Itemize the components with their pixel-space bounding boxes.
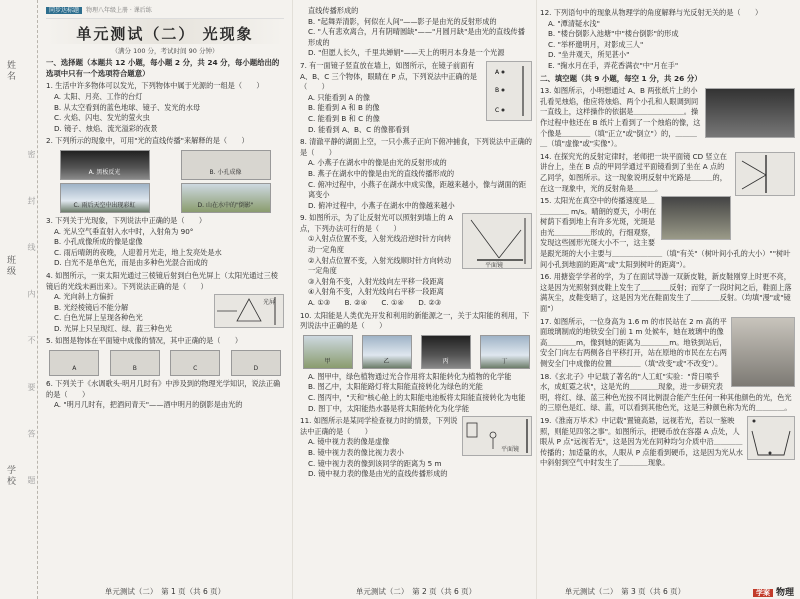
option: C. 镜中视力表的像到该同学的距离为 5 m	[308, 458, 442, 468]
column-divider	[536, 0, 537, 599]
option: D. 图丁中，太阳能热水器是将太阳能转化为化学能	[308, 403, 470, 413]
option: A. 镜中视力表的像是虚像	[308, 437, 390, 447]
eye-chart-icon	[463, 417, 531, 455]
mirror-image-option: C	[170, 350, 220, 376]
option: ④入射角不变，入射光线向右平移一段距离	[308, 287, 444, 297]
question-13: 13. 如图所示，小明想通过 A、B 两张纸片上的小孔看见烛焰，他应将烛焰、两个小孔和人眼调到同一直线上，这样操作的依据是＿＿＿＿＿＿＿。操作过程中他还在 B 纸片上看到了一个烛焰的像，这个像是＿＿＿＿（填"正立"或"倒立"）的，＿＿＿＿（填"虚像"或"实像"）。	[540, 86, 701, 149]
option: B. 小孔成像所成的像是虚像	[54, 237, 143, 247]
svg-text:B: B	[495, 86, 500, 94]
question-12: 12. 下列语句中的现象从物理学的角度解释与光反射无关的是（ ）	[540, 8, 763, 17]
question-8: 8. 清澈平静的湖面上空，一只小燕子正向下俯冲捕食，下列说法中正确的是（ ）	[300, 137, 532, 157]
reflection-diagram	[735, 152, 795, 196]
option: A. 太阳、月亮、工作的台灯	[54, 91, 143, 101]
option: B. "楼台倒影入池塘"中"楼台倒影"的形成	[548, 29, 679, 39]
mirror-label: 平面镜	[485, 262, 504, 269]
option: B. 燕子在湖水中的像是由光的直线传播形成的	[308, 168, 455, 178]
question-19: 19.《淮南万毕术》中记载"置镜高悬，远视若光，若以一鉴映照，则能见四邻之事"。如图所示，把硬币放在容器 A 点处，人眼从 P 点"远视若无"，这是因为光在同种均匀介质中沿＿＿＿＿传播的；加适量的水，人眼从 P 点能看到硬币，这是因为光从水中斜射到空气中时发生了＿＿＿＿现象。	[540, 415, 743, 468]
question-10: 10. 太阳能是人类优先开发和利用的新能源之一，关于太阳能的利用，下列说法中正确的是（ ）	[300, 310, 530, 331]
option: C. 俯冲过程中，小燕子在湖水中成实像，距越来越小，像与湖面的距离变小	[308, 179, 527, 200]
column-divider	[292, 0, 293, 599]
mirror-image-option: B	[110, 350, 160, 376]
laser-mirror-diagram	[462, 213, 532, 269]
option: D. 能看到 A、B、C 的像都看到	[308, 124, 410, 134]
question-5: 5. 如图是物体在平面镜中成像的情况，其中正确的是（ ）	[46, 336, 243, 346]
image-row	[300, 335, 532, 369]
mirror-image-option: D	[231, 350, 281, 376]
option: C. 白色光屏上呈现各种色光	[54, 313, 143, 323]
option: E. "掬水月在手，弄花香满衣"中"月在手"	[548, 60, 679, 70]
question-15: 15. 太阳光在真空中的传播速度是＿＿＿＿＿ m/s。晴朗的夏天，小明在树荫下看到地上有许多光斑，光斑是由光＿＿＿＿＿形成的，行细观察，发现这些圆形光斑大小不一，这主要是跟光斑的大小主要与＿＿＿＿＿＿＿（填"有关"（树叶间小孔的大小）""树叶间小孔到地面的距离"或"太阳到树叶的距离"）。	[540, 196, 791, 269]
image-row	[46, 183, 284, 213]
laser-icon	[463, 214, 531, 268]
mirror-diagram	[486, 61, 532, 121]
option: D. "但愿人长久，千里共婵娟"——天上的明月本身是一个光源	[308, 48, 505, 58]
option: D. 镜子、烛焰、流光溢彩的夜景	[54, 123, 158, 133]
option: B. 能看到 A 和 B 的像	[308, 103, 380, 113]
brand-logo: 学案 物理	[753, 585, 794, 598]
option: A. 图甲中，绿色植物通过光合作用将太阳能转化为植物的化学能	[308, 371, 512, 381]
option: ②入射点位置不变，入射光线顺时针方向转动一定角度	[308, 255, 452, 276]
svg-text:A: A	[495, 68, 500, 76]
mirror-cd-icon	[736, 153, 794, 195]
binding-margin	[0, 0, 38, 599]
question-6: 6. 下列关于《水调歌头·明月几时有》中涉及到的物理光学知识，说法正确的是（ ）	[46, 379, 281, 399]
header-tag: 同步达标题 物理八年级上册 · 课后练	[46, 6, 284, 18]
name-label: 姓名	[5, 60, 15, 82]
question-11: 11. 如图所示是某同学检查视力时的情景，下列说法中正确的是（ ）	[300, 416, 458, 436]
mirror-image-option: A	[49, 350, 99, 376]
option: D. 镜中视力表的像是由光的直线传播形成的	[308, 469, 448, 479]
option: B. "起舞弄清影，何似在人间"——影子是由光的反射形成的	[308, 16, 497, 26]
option: B. 光经棱镜后不能分解	[54, 302, 129, 312]
question-18: 18.《玄北子》中记载了著名的"人工虹"实验："背日喷乎水，成虹霓之状"，这是光的＿＿＿＿现象，进一步研究表明，将红、绿、蓝三种色光按不同比例混合能产生任何一种其他颜色的光，色光的三原色是红、绿、蓝，可以看到其他色光，这是三种颜色称为光的＿＿＿＿。	[540, 371, 792, 413]
seal-line-text: 密 封 线 内 不 要 答 题	[27, 150, 36, 502]
option: C. "举杯邀明月，对影成三人"	[548, 39, 644, 49]
photo-plant: 甲	[303, 335, 353, 369]
mirror-label: 平面镜	[501, 446, 520, 454]
screen-label: 光屏	[263, 299, 276, 307]
page-column-2	[300, 6, 532, 586]
option: A. "明月几时有，把酒问青天"——酒中明月的倒影是由光的	[54, 400, 243, 410]
option: ③入射角不变，入射光线向左平移一段距离	[308, 276, 444, 286]
exam-note: （满分 100 分，考试时间 90 分钟）	[111, 46, 219, 55]
option: C. 雨后晴朗的夜晚，人迎着月光走，地上发亮处是水	[54, 247, 222, 257]
photo-water-heater: 丁	[480, 335, 530, 369]
section-heading: 一、选择题（本题共 12 小题，每小题 2 分，共 24 分，每小题给出的选项中只有一个选项符合题意）	[46, 58, 280, 78]
prism-icon	[215, 295, 283, 327]
option: A. 光从空气垂直射入水中时，入射角为 90°	[54, 226, 194, 236]
image-row	[46, 350, 284, 376]
option: A. "潭清疑水浅"	[548, 18, 600, 28]
question-9: 9. 如图所示，为了让反射光可以照射到墙上的 A 点，下列办法可行的是（ ）	[300, 213, 453, 233]
option: B. 从太空看到的蓝色地球、镜子、发光的水母	[54, 102, 201, 112]
bowl-icon	[748, 417, 794, 459]
option: D. 白光不是单色光，而是由多种色光混合而成的	[54, 258, 208, 268]
question-continuation: 直线传播形成的	[308, 6, 359, 15]
photo: C. 雨后天空中出现彩虹	[60, 183, 150, 213]
photo: D. 山在水中的"倒影"	[181, 183, 271, 213]
question-3: 3. 下列关于光现象，下列说法中正确的是（ ）	[46, 215, 207, 225]
diagram: B. 小孔成像	[181, 150, 271, 180]
question-4: 4. 如图所示，一束太阳光通过三棱镜后射到白色光屏上（太阳光通过三棱镜后的光线未画出来）。下列说法正确的是（ ）	[46, 270, 278, 291]
photo-space-station: 丙	[421, 335, 471, 369]
question-17: 17. 如图所示，一位身高为 1.6 m 的市民站在 2 m 高的平面玻璃制成的地铁安全门前 1 m 处候车，她在玻璃中的像高＿＿＿＿m，像到她的距离为＿＿＿＿m。地铁到站后，安全门向左右两侧各自平移打开，站在原地的市民在左右两侧安全门中成像的位置＿＿＿＿（填"改变"或"不改变"）。	[540, 316, 727, 368]
candle-photo	[705, 88, 795, 138]
eye-chart-diagram	[462, 416, 532, 456]
option: A. 小燕子在湖水中的像是由光的反射形成的	[308, 158, 447, 168]
photo-street-lamp: 乙	[362, 335, 412, 369]
page-column-3	[540, 6, 795, 586]
question-7: 7. 有一面镜子竖直放在墙上，如图所示，在镜子前面有 A、B、C 三个物体，眼睛在 P 点，下列说法中正确的是（ ）	[300, 60, 477, 92]
question-2: 2. 下列所示的现象中，可用"光的直线传播"来解释的是（ ）	[46, 136, 249, 146]
option: A. 只能看到 A 的像	[308, 92, 370, 102]
question-1: 1. 生活中许多物体可以发光，下列物体中属于光源的一组是（ ）	[46, 81, 264, 91]
section-heading: 二、填空题（共 9 小题，每空 1 分，共 26 分）	[540, 73, 702, 83]
mirror-points-icon	[487, 62, 531, 120]
answer-choices: A. ①③ B. ②④ C. ①④ D. ②③	[308, 298, 442, 308]
prism-diagram	[214, 294, 284, 328]
school-label: 学校	[5, 465, 15, 487]
question-14: 14. 在探究光的反射定律时，老师把一块平面镜 CD 竖立在讲台上，坐在 B 点的甲同学通过平面镜看到了坐在 A 点的乙同学，如图所示。这一现象说明反射中光路是＿＿＿的，在这一现象中，光的反射角是＿＿＿。	[540, 151, 727, 193]
option: D. 光屏上只呈现红、绿、蓝三种色光	[54, 323, 172, 333]
option: D. "坐井观天，所见甚小"	[548, 50, 630, 60]
option: ①入射点位置不变，入射光线沿逆时针方向转动一定角度	[308, 234, 452, 255]
option: C. 能看到 B 和 C 的像	[308, 113, 380, 123]
svg-text:C: C	[495, 106, 500, 114]
option: C. "人有悲欢离合，月有阴晴圆缺"——"月圆月缺"是由光的直线传播形成的	[308, 27, 525, 47]
option: C. 火焰、闪电、发光的萤火虫	[54, 113, 150, 123]
question-16: 16. 用搪瓷学学者的学，为了在面试导游一双新皮鞋，新皮鞋刚穿上时更不亮，这是因为光照射到皮鞋上发生了＿＿＿＿反射；而穿了一段时间之后，鞋面上落满灰尘，皮鞋变暗了，这是因为光在鞋面发生了＿＿＿＿反射。（均填"漫"或"镜面"）	[540, 272, 792, 314]
option: C. 图丙中，"天和"核心舱上的太阳能电池板将太阳能直接转化为电能	[308, 393, 526, 402]
option: A. 光向斜上方偏折	[54, 292, 114, 302]
option: D. 俯冲过程中，小燕子在湖水中的像越来越小	[308, 200, 455, 210]
class-label: 班级	[5, 255, 15, 277]
coin-in-bowl-diagram	[747, 416, 795, 460]
option: B. 图乙中，太阳能路灯将太阳能直接转化为绿色的光能	[308, 382, 483, 392]
subway-door-photo	[731, 317, 795, 387]
option: B. 镜中视力表的像比视力表小	[308, 447, 404, 457]
tree-shadow-photo	[661, 196, 731, 240]
page-footer: 单元测试（二） 第 1 页（共 6 页）	[104, 587, 226, 596]
image-row	[46, 150, 284, 180]
page-footer: 单元测试（二） 第 2 页（共 6 页）	[355, 587, 477, 596]
page-title: 单元测试（二） 光现象	[46, 18, 284, 44]
page-column-1	[46, 6, 284, 586]
photo: A. 黑板反光	[60, 150, 150, 180]
page-footer: 单元测试（二） 第 3 页（共 6 页）	[564, 587, 686, 596]
